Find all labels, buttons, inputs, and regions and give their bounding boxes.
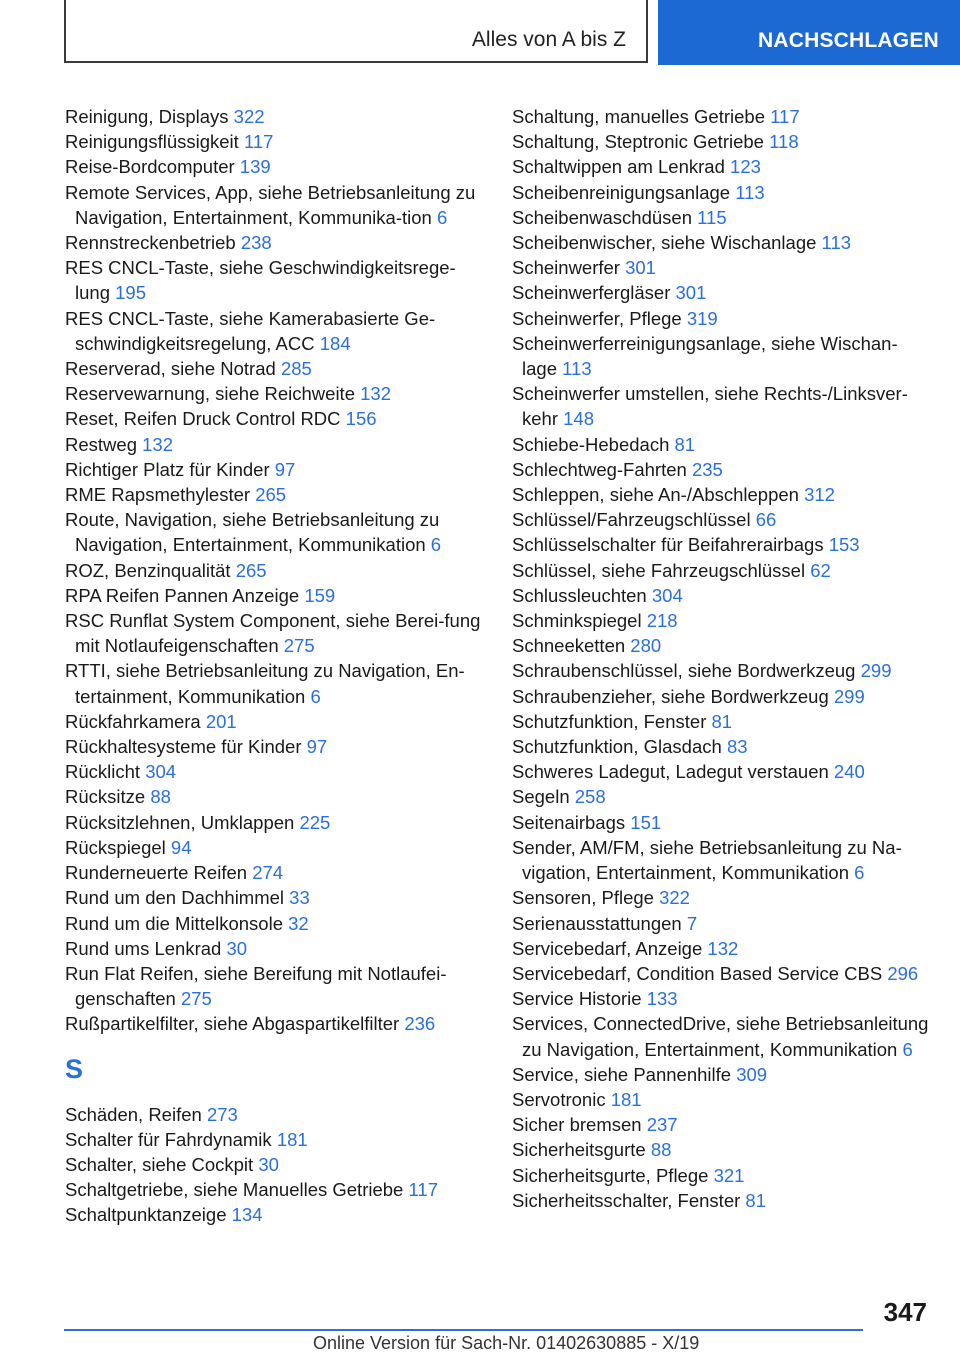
index-entry xyxy=(512,205,932,230)
index-entry xyxy=(512,835,932,885)
page-reference-link[interactable]: 265 xyxy=(255,484,287,506)
header-section-title: Alles von A bis Z xyxy=(471,28,626,51)
index-entry xyxy=(512,331,932,381)
index-entry xyxy=(512,280,932,305)
page-reference-link[interactable]: 218 xyxy=(646,610,678,632)
index-entry xyxy=(512,104,932,129)
index-term: Services, ConnectedDrive, siehe Betriebsanleitung zu Navigation, Entertainment, Kommunikation xyxy=(512,1013,929,1060)
page-reference-link[interactable]: 201 xyxy=(205,710,237,732)
page-reference-link[interactable]: 273 xyxy=(206,1103,238,1125)
index-term: Reservewarnung, siehe Reichweite xyxy=(65,383,355,405)
index-term: Rückfahrkamera xyxy=(65,710,201,732)
page-reference-link[interactable]: 33 xyxy=(289,887,310,909)
index-entry xyxy=(512,230,932,255)
page-reference-link[interactable]: 299 xyxy=(860,660,892,682)
index-term: Rücklicht xyxy=(65,761,141,783)
index-entry xyxy=(512,1062,932,1087)
page-reference-link[interactable]: 304 xyxy=(651,584,683,606)
index-entry xyxy=(65,1202,485,1227)
index-term: Servotronic xyxy=(512,1088,606,1110)
index-entry xyxy=(65,1102,485,1127)
page-reference-link[interactable]: 184 xyxy=(319,332,351,354)
page-reference-link[interactable]: 181 xyxy=(276,1128,308,1150)
index-list-left-s xyxy=(65,1102,485,1228)
page-reference-link[interactable]: 117 xyxy=(770,106,800,127)
index-entry xyxy=(65,911,485,936)
page-reference-link[interactable]: 97 xyxy=(274,458,296,480)
index-entry xyxy=(65,734,485,759)
page-reference-link[interactable]: 117 xyxy=(243,131,274,153)
page-reference-link[interactable]: 7 xyxy=(686,912,698,934)
index-entry xyxy=(512,381,932,431)
page-reference-link[interactable]: 6 xyxy=(902,1038,913,1060)
index-term: Segeln xyxy=(512,786,570,808)
index-term: Schaltwippen am Lenkrad xyxy=(512,156,725,178)
index-entry xyxy=(65,104,485,129)
page-reference-link[interactable]: 132 xyxy=(142,433,173,455)
index-entry xyxy=(512,759,932,784)
index-term: Schalter für Fahrdynamik xyxy=(65,1128,272,1150)
index-term: Reinigung, Displays xyxy=(65,106,229,127)
index-term: RTTI, siehe Betriebsanleitung zu Navigation, En-tertainment, Kommunikation xyxy=(65,660,465,707)
index-term: Schaltung, manuelles Getriebe xyxy=(512,106,765,127)
index-entry xyxy=(512,1188,932,1213)
page-reference-link[interactable]: 81 xyxy=(745,1189,766,1211)
index-entry xyxy=(65,381,485,406)
index-term: Run Flat Reifen, siehe Bereifung mit Notlaufei-genschaften xyxy=(65,962,447,1010)
index-list-left xyxy=(65,104,485,1037)
index-entry xyxy=(65,961,485,1011)
page-reference-link[interactable]: 113 xyxy=(562,358,592,380)
index-term: Restweg xyxy=(65,433,137,455)
header-frame xyxy=(64,0,648,63)
page-reference-link[interactable]: 237 xyxy=(646,1114,678,1136)
page-reference-link[interactable]: 6 xyxy=(310,685,321,707)
index-entry xyxy=(65,1011,485,1036)
page-reference-link[interactable]: 235 xyxy=(691,458,723,480)
page-reference-link[interactable]: 275 xyxy=(283,635,315,657)
page-reference-link[interactable]: 6 xyxy=(430,534,442,556)
index-term: Scheinwerferreinigungsanlage, siehe Wischan-lage xyxy=(512,332,898,380)
index-term: Schraubenzieher, siehe Bordwerkzeug xyxy=(512,685,829,707)
index-entry xyxy=(65,129,485,154)
index-entry xyxy=(512,709,932,734)
index-entry xyxy=(65,860,485,885)
index-term: Schminkspiegel xyxy=(512,610,642,632)
index-term: Sicherheitsschalter, Fenster xyxy=(512,1189,741,1211)
page-reference-link[interactable]: 312 xyxy=(804,484,835,506)
index-term: Route, Navigation, siehe Betriebsanleitung zu Navigation, Entertainment, Kommunikation xyxy=(65,509,440,556)
index-entry xyxy=(512,961,932,986)
page-reference-link[interactable]: 265 xyxy=(235,559,267,581)
index-term: Schraubenschlüssel, siehe Bordwerkzeug xyxy=(512,660,856,682)
page-reference-link[interactable]: 94 xyxy=(170,836,192,858)
index-entry xyxy=(512,911,932,936)
index-entry xyxy=(65,230,485,255)
index-entry xyxy=(512,608,932,633)
index-term: Servicebedarf, Anzeige xyxy=(512,937,703,959)
index-entry xyxy=(512,255,932,280)
index-entry xyxy=(512,1112,932,1137)
page-reference-link[interactable]: 299 xyxy=(833,685,865,707)
index-term: ROZ, Benzinqualität xyxy=(65,559,231,581)
index-term: Schlüsselschalter für Beifahrerairbags xyxy=(512,534,824,556)
index-term: Scheibenreinigungsanlage xyxy=(512,181,731,203)
index-term: RPA Reifen Pannen Anzeige xyxy=(65,584,300,606)
index-entry xyxy=(512,154,932,179)
index-term: Schutzfunktion, Fenster xyxy=(512,710,707,732)
index-list-right xyxy=(512,104,932,1213)
index-term: Scheinwerfer xyxy=(512,257,620,279)
index-term: Seitenairbags xyxy=(512,811,626,833)
index-entry xyxy=(65,558,485,583)
index-entry xyxy=(65,784,485,809)
header-chapter-tab xyxy=(658,0,960,65)
page-reference-link[interactable]: 97 xyxy=(306,736,328,758)
index-term: Schlechtweg-Fahrten xyxy=(512,458,687,480)
page-reference-link[interactable]: 6 xyxy=(436,206,448,228)
index-entry xyxy=(65,1127,485,1152)
index-term: Reise-Bordcomputer xyxy=(65,156,235,178)
index-entry xyxy=(512,684,932,709)
page-reference-link[interactable]: 81 xyxy=(674,433,696,455)
page-reference-link[interactable]: 139 xyxy=(239,156,271,178)
index-term: Service, siehe Pannenhilfe xyxy=(512,1063,732,1085)
index-term: Remote Services, App, siehe Betriebsanleitung zu Navigation, Entertainment, Kommunika-tion xyxy=(65,181,476,228)
index-entry xyxy=(512,633,932,658)
index-term: Schlussleuchten xyxy=(512,584,647,606)
index-term: Rückhaltesysteme für Kinder xyxy=(65,736,302,758)
page-reference-link[interactable]: 153 xyxy=(828,534,860,556)
page-reference-link[interactable]: 304 xyxy=(145,761,177,783)
index-term: Schneeketten xyxy=(512,635,626,657)
index-entry xyxy=(65,356,485,381)
index-entry xyxy=(512,885,932,910)
page-reference-link[interactable]: 148 xyxy=(563,408,595,430)
page-reference-link[interactable]: 301 xyxy=(675,282,707,304)
page-reference-link[interactable]: 32 xyxy=(288,912,309,934)
page-reference-link[interactable]: 62 xyxy=(810,559,831,581)
index-entry xyxy=(65,255,485,305)
page-reference-link[interactable]: 88 xyxy=(150,786,171,808)
page-reference-link[interactable]: 280 xyxy=(630,635,662,657)
index-entry xyxy=(512,936,932,961)
index-term: Sicher bremsen xyxy=(512,1114,642,1136)
index-entry xyxy=(512,986,932,1011)
index-term: Schlüssel, siehe Fahrzeugschlüssel xyxy=(512,559,806,581)
index-entry xyxy=(512,1163,932,1188)
page-reference-link[interactable]: 296 xyxy=(887,962,919,984)
index-entry xyxy=(65,432,485,457)
page-reference-link[interactable]: 285 xyxy=(280,358,312,380)
index-term: Rücksitze xyxy=(65,786,146,808)
index-term: Scheinwerfergläser xyxy=(512,282,671,304)
index-term: Scheinwerfer, Pflege xyxy=(512,307,682,329)
page-number: 347 xyxy=(883,1297,927,1327)
index-entry xyxy=(65,406,485,431)
page-reference-link[interactable]: 322 xyxy=(233,106,265,127)
index-term: Rund um den Dachhimmel xyxy=(65,887,285,909)
page-reference-link[interactable]: 321 xyxy=(713,1164,745,1186)
index-term: Schweres Ladegut, Ladegut verstauen xyxy=(512,761,829,783)
index-term: Rund ums Lenkrad xyxy=(65,937,222,959)
index-term: Schaltgetriebe, siehe Manuelles Getriebe xyxy=(65,1179,404,1201)
index-term: Sicherheitsgurte xyxy=(512,1139,646,1161)
page-reference-link[interactable]: 132 xyxy=(360,383,391,405)
index-entry xyxy=(512,532,932,557)
index-term: Serienausstattungen xyxy=(512,912,682,934)
page-reference-link[interactable]: 225 xyxy=(299,811,331,833)
index-term: Reinigungsflüssigkeit xyxy=(65,131,239,153)
index-term: Scheinwerfer umstellen, siehe Rechts-/Linksver-kehr xyxy=(512,383,908,430)
index-term: RES CNCL-Taste, siehe Geschwindigkeitsrege-lung xyxy=(65,257,456,304)
page-reference-link[interactable]: 132 xyxy=(707,937,739,959)
index-entry xyxy=(65,1177,485,1202)
page-reference-link[interactable]: 301 xyxy=(625,257,656,279)
page-reference-link[interactable]: 81 xyxy=(711,710,733,732)
page-reference-link[interactable]: 83 xyxy=(726,736,748,758)
index-term: Rußpartikelfilter, siehe Abgaspartikelfilter xyxy=(65,1013,400,1035)
index-entry xyxy=(512,129,932,154)
index-entry xyxy=(512,558,932,583)
index-term: Schäden, Reifen xyxy=(65,1103,202,1125)
index-term: Rund um die Mittelkonsole xyxy=(65,912,283,934)
index-entry xyxy=(512,507,932,532)
page-reference-link[interactable]: 151 xyxy=(630,811,662,833)
page-reference-link[interactable]: 30 xyxy=(258,1153,279,1175)
page-reference-link[interactable]: 118 xyxy=(769,131,799,153)
index-entry xyxy=(512,810,932,835)
letter-heading: S xyxy=(65,1053,84,1084)
index-entry xyxy=(512,583,932,608)
index-term: Sensoren, Pflege xyxy=(512,887,654,909)
page-reference-link[interactable]: 309 xyxy=(736,1063,768,1085)
page-reference-link[interactable]: 275 xyxy=(180,988,212,1010)
page-reference-link[interactable]: 238 xyxy=(240,232,272,254)
index-entry xyxy=(65,709,485,734)
index-term: Service Historie xyxy=(512,988,642,1010)
page-reference-link[interactable]: 236 xyxy=(404,1013,436,1035)
index-term: Reset, Reifen Druck Control RDC xyxy=(65,408,341,430)
page-reference-link[interactable]: 30 xyxy=(226,937,248,959)
index-term: Servicebedarf, Condition Based Service CBS xyxy=(512,962,883,984)
index-entry xyxy=(65,507,485,557)
index-column-left xyxy=(65,104,485,1228)
page-reference-link[interactable]: 134 xyxy=(231,1204,263,1226)
index-entry xyxy=(512,1087,932,1112)
page-reference-link[interactable]: 117 xyxy=(408,1179,438,1201)
index-term: Runderneuerte Reifen xyxy=(65,862,248,884)
page-reference-link[interactable]: 258 xyxy=(574,786,606,808)
index-entry xyxy=(65,835,485,860)
page-reference-link[interactable]: 181 xyxy=(610,1088,642,1110)
index-entry xyxy=(512,306,932,331)
index-entry xyxy=(512,457,932,482)
page-reference-link[interactable]: 159 xyxy=(304,584,336,606)
index-term: RES CNCL-Taste, siehe Kamerabasierte Ge-schwindigkeitsregelung, ACC xyxy=(65,307,436,354)
index-term: Schalter, siehe Cockpit xyxy=(65,1153,254,1175)
index-term: Sicherheitsgurte, Pflege xyxy=(512,1164,709,1186)
index-term: Scheibenwischer, siehe Wischanlage xyxy=(512,232,817,254)
index-term: RME Rapsmethylester xyxy=(65,484,251,506)
page-reference-link[interactable]: 156 xyxy=(345,408,377,430)
footer-version-text: Online Version für Sach-Nr. 01402630885 - X/19 xyxy=(313,1333,700,1353)
page-reference-link[interactable]: 6 xyxy=(854,862,865,884)
index-entry xyxy=(65,180,485,230)
page-reference-link[interactable]: 113 xyxy=(735,181,765,203)
index-term: Richtiger Platz für Kinder xyxy=(65,458,270,480)
index-term: Schleppen, siehe An-/Abschleppen xyxy=(512,484,799,506)
index-entry xyxy=(512,1137,932,1162)
index-entry xyxy=(65,482,485,507)
index-term: Scheibenwaschdüsen xyxy=(512,206,692,228)
page-reference-link[interactable]: 322 xyxy=(659,887,690,909)
index-entry xyxy=(65,608,485,658)
index-entry xyxy=(65,810,485,835)
page-reference-link[interactable]: 115 xyxy=(697,206,727,228)
index-entry xyxy=(65,885,485,910)
index-term: Rückspiegel xyxy=(65,836,166,858)
page-reference-link[interactable]: 274 xyxy=(252,862,284,884)
index-term: Sender, AM/FM, siehe Betriebsanleitung zu Na-vigation, Entertainment, Kommunikation xyxy=(512,836,902,884)
index-entry xyxy=(512,482,932,507)
page-reference-link[interactable]: 133 xyxy=(646,988,678,1010)
header-chapter-label: NACHSCHLAGEN xyxy=(758,29,939,52)
index-entry xyxy=(512,734,932,759)
index-entry xyxy=(65,457,485,482)
index-entry xyxy=(512,180,932,205)
index-term: Schiebe-Hebedach xyxy=(512,433,670,455)
page-reference-link[interactable]: 88 xyxy=(650,1139,672,1161)
page-reference-link[interactable]: 240 xyxy=(833,761,865,783)
index-entry xyxy=(65,154,485,179)
index-column-right xyxy=(512,104,932,1213)
footer-divider xyxy=(64,1329,863,1331)
page-reference-link[interactable]: 319 xyxy=(686,307,718,329)
index-entry xyxy=(65,658,485,708)
page-reference-link[interactable]: 113 xyxy=(821,232,852,254)
index-entry xyxy=(512,658,932,683)
index-term: Rücksitzlehnen, Umklappen xyxy=(65,811,295,833)
index-term: Schlüssel/Fahrzeugschlüssel xyxy=(512,509,751,531)
index-entry xyxy=(512,784,932,809)
index-entry xyxy=(512,432,932,457)
index-term: Reserverad, siehe Notrad xyxy=(65,358,276,380)
index-entry xyxy=(65,759,485,784)
index-entry xyxy=(65,583,485,608)
index-term: RSC Runflat System Component, siehe Berei-fung mit Notlaufeigenschaften xyxy=(65,610,481,657)
index-term: Rennstreckenbetrieb xyxy=(65,232,236,254)
index-term: Schaltpunktanzeige xyxy=(65,1204,227,1226)
index-entry xyxy=(65,306,485,356)
page-reference-link[interactable]: 123 xyxy=(730,156,761,178)
index-entry xyxy=(512,1011,932,1061)
index-term: Schaltung, Steptronic Getriebe xyxy=(512,131,764,153)
index-entry xyxy=(65,1152,485,1177)
page-reference-link[interactable]: 195 xyxy=(115,282,146,304)
page-reference-link[interactable]: 66 xyxy=(755,509,777,531)
index-term: Schutzfunktion, Glasdach xyxy=(512,736,722,758)
index-entry xyxy=(65,936,485,961)
